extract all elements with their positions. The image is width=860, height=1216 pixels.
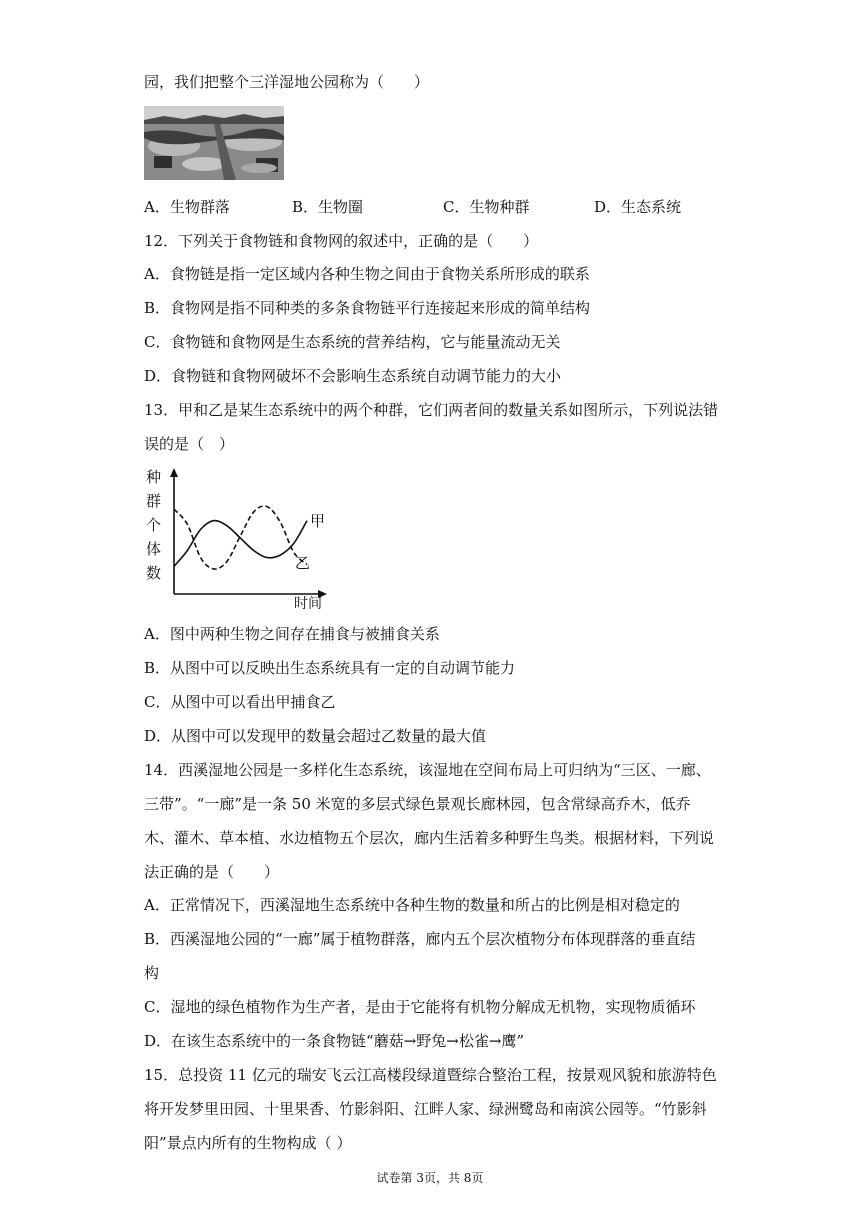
series-label-jia: 甲 [310,512,326,530]
q12-stem: 12．下列关于食物链和食物网的叙述中，正确的是（ ） [144,232,539,250]
q11-option-d: D．生态系统 [594,198,682,216]
q13-stem-line-2: 误的是（ ） [144,435,235,453]
q15-stem-line-3: 阳”景点内所有的生物构成（ ） [144,1134,352,1152]
q12-option-b: B．食物网是指不同种类的多条食物链平行连接起来形成的简单结构 [144,299,591,317]
q14-stem-line-4: 法正确的是（ ） [144,863,280,881]
q13-stem-line-1: 13．甲和乙是某生态系统中的两个种群，它们两者间的数量关系如图所示，下列说法错 [144,401,719,419]
q13-option-a: A．图中两种生物之间存在捕食与被捕食关系 [144,625,440,643]
y-axis-arrow [170,468,178,477]
q15-stem-line-1: 15．总投资 11 亿元的瑞安飞云江高楼段绿道暨综合整治工程，按景观风貌和旅游特色 [144,1066,717,1084]
y-axis-label-char: 数 [146,564,162,582]
q11-option-c: C．生物种群 [443,198,530,216]
y-axis-label-char: 种 [146,468,162,486]
y-axis-label [146,468,161,582]
q14-option-b: B．西溪湿地公园的“一廊”属于植物群落，廊内五个层次植物分布体现群落的垂直结 [144,930,696,948]
q12-option-c: C．食物链和食物网是生态系统的营养结构，它与能量流动无关 [144,333,561,351]
page-footer: 试卷第 3页，共 8页 [376,1171,484,1185]
wetland-photo [144,106,284,180]
population-chart [144,466,344,615]
y-axis-label-char: 体 [146,540,162,558]
x-axis-label: 时间 [294,596,322,611]
q14-option-d: D．在该生态系统中的一条食物链“蘑菇→野兔→松雀→鹰” [144,1032,525,1050]
y-axis-label-char: 个 [146,516,162,534]
q14-option-c: C．湿地的绿色植物作为生产者，是由于它能将有机物分解成无机物，实现物质循环 [144,998,696,1016]
q11-stem: 园，我们把整个三洋湿地公园称为（ ） [144,73,430,91]
series-label-yi: 乙 [295,554,311,572]
q12-option-d: D．食物链和食物网破坏不会影响生态系统自动调节能力的大小 [144,367,562,385]
y-axis-label-char: 群 [146,492,162,510]
q15-stem-line-2: 将开发梦里田园、十里果香、竹影斜阳、江畔人家、绿洲鹭岛和南滨公园等。“竹影斜 [144,1100,707,1118]
q13-option-c: C．从图中可以看出甲捕食乙 [144,693,336,711]
q13-option-b: B．从图中可以反映出生态系统具有一定的自动调节能力 [144,659,516,677]
q14-stem-line-1: 14．西溪湿地公园是一多样化生态系统，该湿地在空间布局上可归纳为“三区、一廊、 [144,761,711,779]
q11-option-b: B．生物圈 [292,198,364,216]
q11-option-a: A．生物群落 [144,198,230,216]
q14-stem-line-3: 木、灌木、草本植、水边植物五个层次，廊内生活着多种野生鸟类。根据材料，下列说 [144,829,715,847]
q14-stem-line-2: 三带”。“一廊”是一条 50 米宽的多层式绿色景观长廊林园，包含常绿高乔木，低乔 [144,795,691,813]
q14-option-b-cont: 构 [144,964,160,982]
q13-option-d: D．从图中可以发现甲的数量会超过乙数量的最大值 [144,727,487,745]
q14-option-a: A．正常情况下，西溪湿地生态系统中各种生物的数量和所占的比例是相对稳定的 [144,896,680,914]
q12-option-a: A．食物链是指一定区域内各种生物之间由于食物关系所形成的联系 [144,265,590,283]
